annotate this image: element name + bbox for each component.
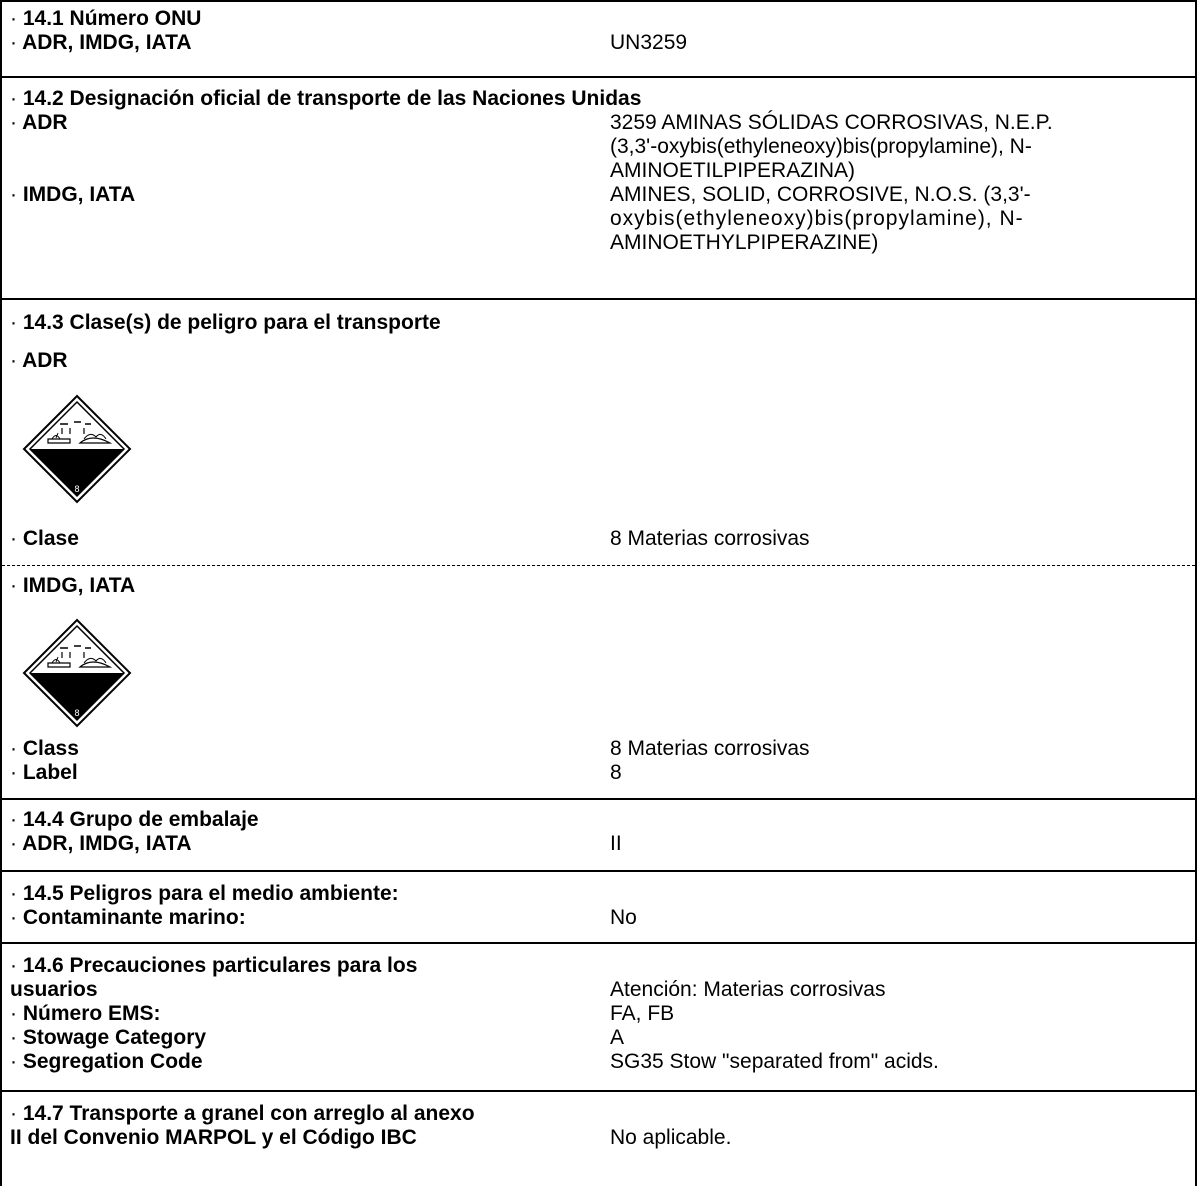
adr-label: · ADR	[10, 349, 68, 372]
row-value: UN3259	[610, 31, 688, 54]
row-value: No	[610, 906, 637, 929]
corrosive-diamond-icon	[22, 618, 132, 728]
heading-value: No aplicable.	[610, 1126, 732, 1149]
stowage-value: A	[610, 1026, 625, 1049]
row-label: · ADR, IMDG, IATA	[10, 832, 192, 855]
section-14-6	[2, 942, 1195, 1092]
section-heading: · 14.1 Número ONU	[10, 7, 202, 30]
adr-value-line: AMINOETILPIPERAZINA)	[610, 159, 856, 182]
section-14-1	[2, 0, 1195, 76]
adr-value-line: (3,3'-oxybis(ethyleneoxy)bis(propylamine), N-	[610, 135, 1032, 158]
label-value: 8	[610, 761, 622, 784]
clase-value: 8 Materias corrosivas	[610, 527, 810, 550]
segregation-label: · Segregation Code	[10, 1050, 203, 1073]
adr-label: · ADR	[10, 111, 68, 134]
imdg-value-line: AMINES, SOLID, CORROSIVE, N.O.S. (3,3'-	[610, 183, 1031, 206]
section-14-4	[2, 798, 1195, 872]
ems-value: FA, FB	[610, 1002, 675, 1025]
pictogram-number: 8	[74, 484, 80, 494]
imdg-value-line: AMINOETHYLPIPERAZINE)	[610, 231, 879, 254]
pictogram-number: 8	[74, 708, 80, 718]
stowage-label: · Stowage Category	[10, 1026, 207, 1049]
imdg-value-line: oxybis(ethyleneoxy)bis(propylamine), N-	[610, 207, 1024, 230]
imdg-label: · IMDG, IATA	[10, 183, 136, 206]
clase-label: · Clase	[10, 527, 79, 550]
heading-value: Atención: Materias corrosivas	[610, 978, 886, 1001]
label-label: · Label	[10, 761, 78, 784]
row-value: II	[610, 832, 622, 855]
section-heading: · 14.3 Clase(s) de peligro para el transporte	[10, 311, 441, 334]
section-heading: · 14.7 Transporte a granel con arreglo al anexo	[10, 1102, 475, 1125]
section-14-3-adr	[2, 298, 1195, 550]
class-label: · Class	[10, 737, 79, 760]
class-value: 8 Materias corrosivas	[610, 737, 810, 760]
row-label: · Contaminante marino:	[10, 906, 246, 929]
section-14-3-imdg	[2, 565, 1195, 784]
section-14-7	[2, 1090, 1195, 1188]
row-label: · ADR, IMDG, IATA	[10, 31, 192, 54]
section-heading-cont: usuarios	[10, 978, 98, 1001]
section-14-2	[2, 76, 1195, 300]
section-heading: · 14.6 Precauciones particulares para los	[10, 954, 418, 977]
segregation-value: SG35 Stow "separated from" acids.	[610, 1050, 939, 1073]
corrosive-diamond-icon	[22, 394, 132, 504]
adr-value-line: 3259 AMINAS SÓLIDAS CORROSIVAS, N.E.P.	[610, 111, 1053, 134]
ems-label: · Número EMS:	[10, 1002, 161, 1025]
section-heading-cont: II del Convenio MARPOL y el Código IBC	[10, 1126, 417, 1149]
section-heading: · 14.2 Designación oficial de transporte de las Naciones Unidas	[10, 87, 642, 110]
section-heading: · 14.4 Grupo de embalaje	[10, 808, 259, 831]
section-14-5	[2, 870, 1195, 944]
imdg-label: · IMDG, IATA	[10, 574, 136, 597]
section-heading: · 14.5 Peligros para el medio ambiente:	[10, 882, 399, 905]
